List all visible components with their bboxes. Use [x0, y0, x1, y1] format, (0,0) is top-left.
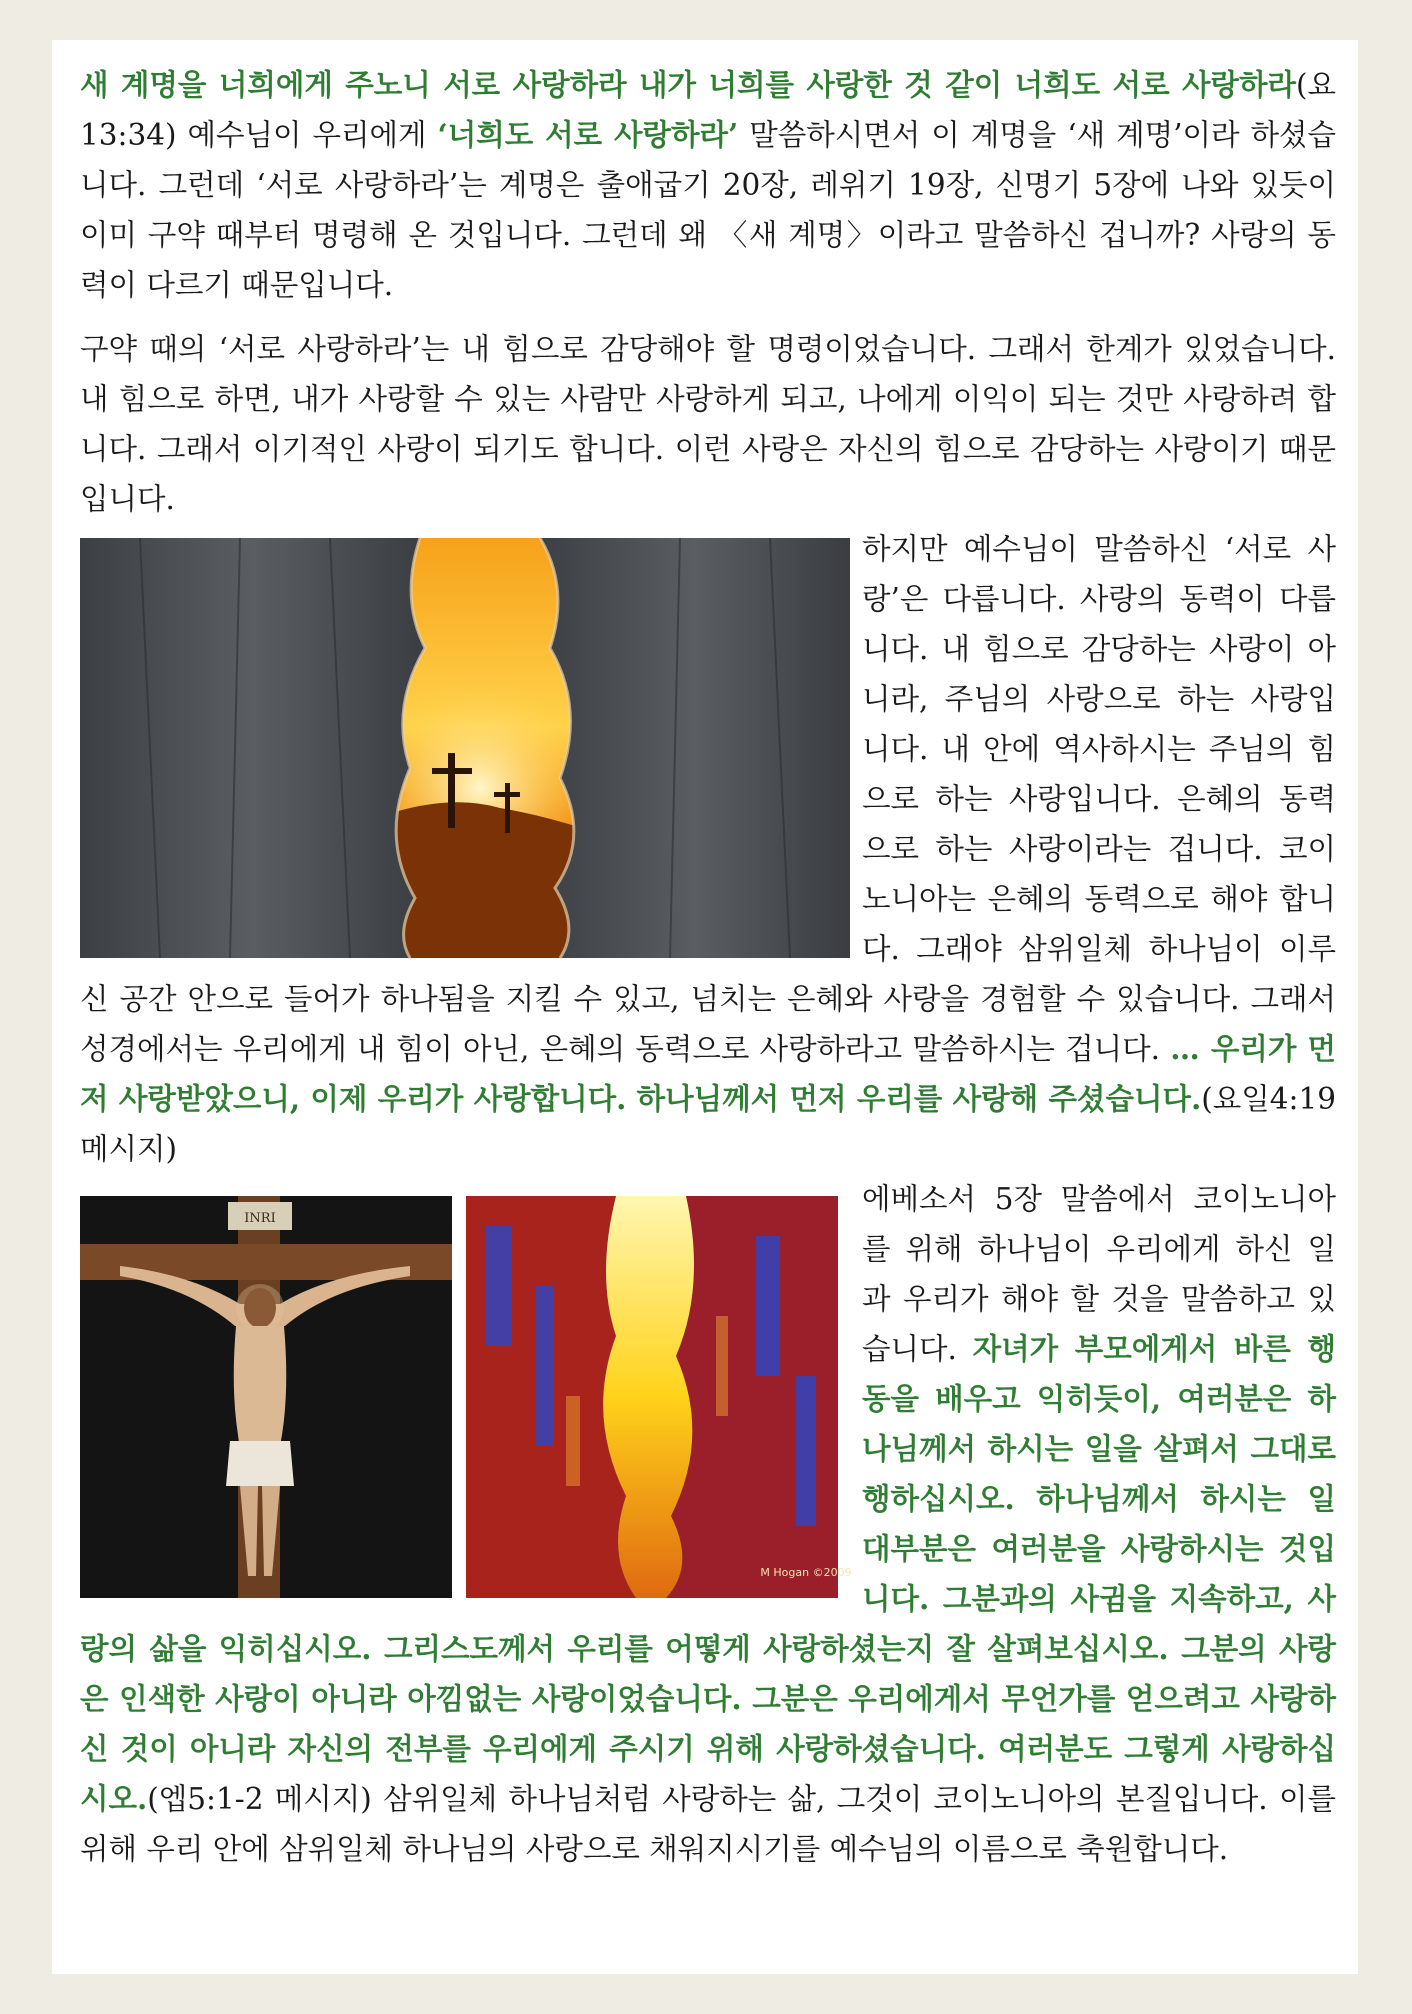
page-sheet	[52, 40, 1358, 1974]
paragraph-3-text: 하지만 예수님이 말씀하신 ‘서로 사랑’은 다릅니다. 사랑의 동력이 다릅니다. 내 힘으로 감당하는 사랑이 아니라, 주님의 사랑으로 하는 사랑입니다. 내 안에 역사하시는 주님의 힘으로 하는 사랑입니다. 은혜의 동력으로 하는 사랑이라는 겁니다. 코이노니아는 은혜의 동력으로 해야 합니다. 그래야 삼위일체 하나님이 이루신 공간 안으로 들어가 하나됨을 지킬 수 있고, 넘치는 은혜와 사랑을 경험할 수 있습니다. 그래서 성경에서는 우리에게 내 힘이 아닌, 은혜의 동력으로 사랑하라고 말씀하시는 겁니다.	[80, 532, 1336, 1066]
quote-love-one-another: ‘너희도 서로 사랑하라’	[437, 117, 739, 152]
image-pair	[80, 1188, 850, 1598]
article-body	[80, 60, 1336, 1874]
paragraph-1-text-a: (요13:34) 예수님이 우리에게	[80, 68, 1336, 152]
crucifixion-painting-image	[80, 1196, 452, 1598]
cross-plaque-text: INRI	[244, 1211, 276, 1226]
torn-canvas-three-crosses-image	[80, 538, 850, 958]
paragraph-2: 구약 때의 ‘서로 사랑하라’는 내 힘으로 감당해야 할 명령이었습니다. 그래서 한계가 있었습니다. 내 힘으로 하면, 내가 사랑할 수 있는 사람만 사랑하게 되고, 나에게 이익이 되는 것만 사랑하려 합니다. 그래서 이기적인 사랑이 되기도 합니다. 이런 사랑은 자신의 힘으로 감당하는 사랑이기 때문입니다.	[80, 332, 1336, 516]
paragraph-4-text-b: 삼위일체 하나님처럼 사랑하는 삶, 그것이 코이노니아의 본질입니다. 이를 위해 우리 안에 삼위일체 하나님의 사랑으로 채워지시기를 예수님의 이름으로 축원합니다.	[80, 1782, 1336, 1866]
paragraph-1	[80, 60, 1336, 310]
painting-signature: M Hogan ©2009	[760, 1566, 852, 1579]
verse-ref-ephesians: (엡5:1-2 메시지)	[147, 1782, 372, 1816]
verse-ephesians-5-1-2: 자녀가 부모에게서 바른 행동을 배우고 익히듯이, 여러분은 하나님께서 하시는 일을 살펴서 그대로 행하십시오. 하나님께서 하시는 일 대부분은 여러분을 사랑하시는 것입니다. 그분과의 사귐을 지속하고, 사랑의 삶을 익히십시오. 그리스도께서 우리를 어떻게 사랑하셨는지 잘 살펴보십시오. 그분의 사랑은 인색한 사랑이 아니라 아낌없는 사랑이었습니다. 그분은 우리에게서 무언가를 얻으려고 사랑하신 것이 아니라 자신의 전부를 우리에게 주시기 위해 사랑하셨습니다. 여러분도 그렇게 사랑하십시오.	[80, 1331, 1337, 1816]
verse-john-13-34: 새 계명을 너희에게 주노니 서로 사랑하라 내가 너희를 사랑한 것 같이 너희도 서로 사랑하라	[80, 67, 1296, 102]
abstract-red-yellow-painting-image	[466, 1196, 852, 1598]
paragraph-1-text-b: 말씀하시면서 이 계명을 ‘새 계명’이라 하셨습니다. 그런데 ‘서로 사랑하라’는 계명은 출애굽기 20장, 레위기 19장, 신명기 5장에 나와 있듯이 이미 구약 때부터 명령해 온 것입니다. 그런데 왜 〈새 계명〉이라고 말씀하신 겁니까? 사랑의 동력이 다르기 때문입니다.	[80, 118, 1336, 302]
verse-ref-1john: (요일4:19 메시지)	[80, 1082, 1336, 1166]
paragraph-4-text-a: 에베소서 5장 말씀에서 코이노니아를 위해 하나님이 우리에게 하신 일과 우리가 해야 할 것을 말씀하고 있습니다.	[862, 1182, 1336, 1366]
verse-1john-4-19: … 우리가 먼저 사랑받았으니, 이제 우리가 사랑합니다. 하나님께서 먼저 우리를 사랑해 주셨습니다.	[80, 1031, 1336, 1116]
